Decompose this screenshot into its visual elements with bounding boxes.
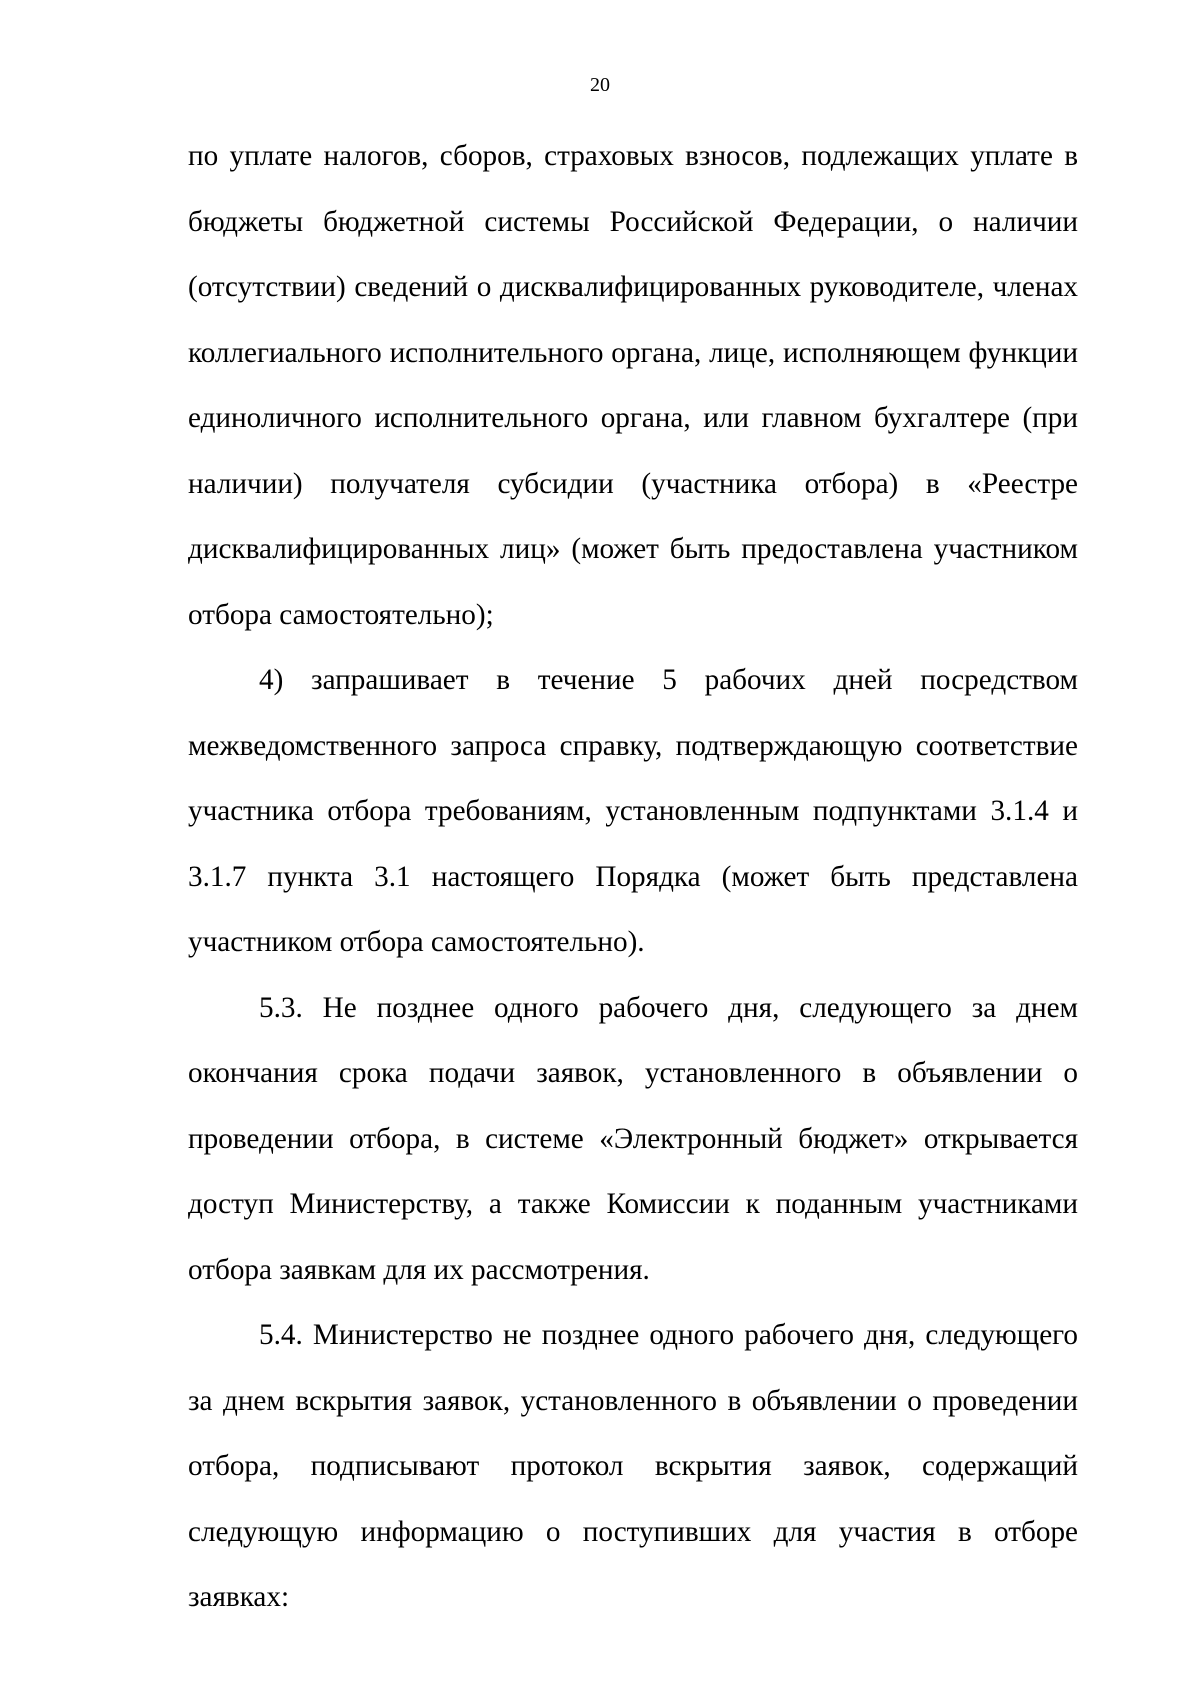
paragraph-5-3: 5.3. Не позднее одного рабочего дня, следующего за днем окончания срока подачи заявок, установленного в объявлении о проведении отбора, в системе «Электронный бюджет» открывается доступ Министерству, а также Комиссии к поданным участниками отбора заявкам для их рассмотрения. — [188, 991, 1078, 1286]
page-number: 20 — [590, 74, 610, 96]
document-body — [188, 124, 1078, 1631]
paragraph-5-4: 5.4. Министерство не позднее одного рабочего дня, следующего за днем вскрытия заявок, установленного в объявлении о проведении отбора, подписывают протокол вскрытия заявок, содержащий следующую информацию о поступивших для участия в отборе заявках: — [188, 1319, 1078, 1613]
paragraph-continuation: по уплате налогов, сборов, страховых взносов, подлежащих уплате в бюджеты бюджетной системы Российской Федерации, о наличии (отсутствии) сведений о дисквалифицированных руководителе, членах коллегиального исполнительного органа, лице, исполняющем функции единоличного исполнительного органа, или главном бухгалтере (при наличии) получателя субсидии (участника отбора) в «Реестре дисквалифицированных лиц» (может быть предоставлена участником отбора самостоятельно); — [188, 140, 1078, 631]
paragraph-item-4: 4) запрашивает в течение 5 рабочих дней посредством межведомственного запроса справку, подтверждающую соответствие участника отбора требованиям, установленным подпунктами 3.1.4 и 3.1.7 пункта 3.1 настоящего Порядка (может быть представлена участником отбора самостоятельно). — [188, 664, 1078, 958]
